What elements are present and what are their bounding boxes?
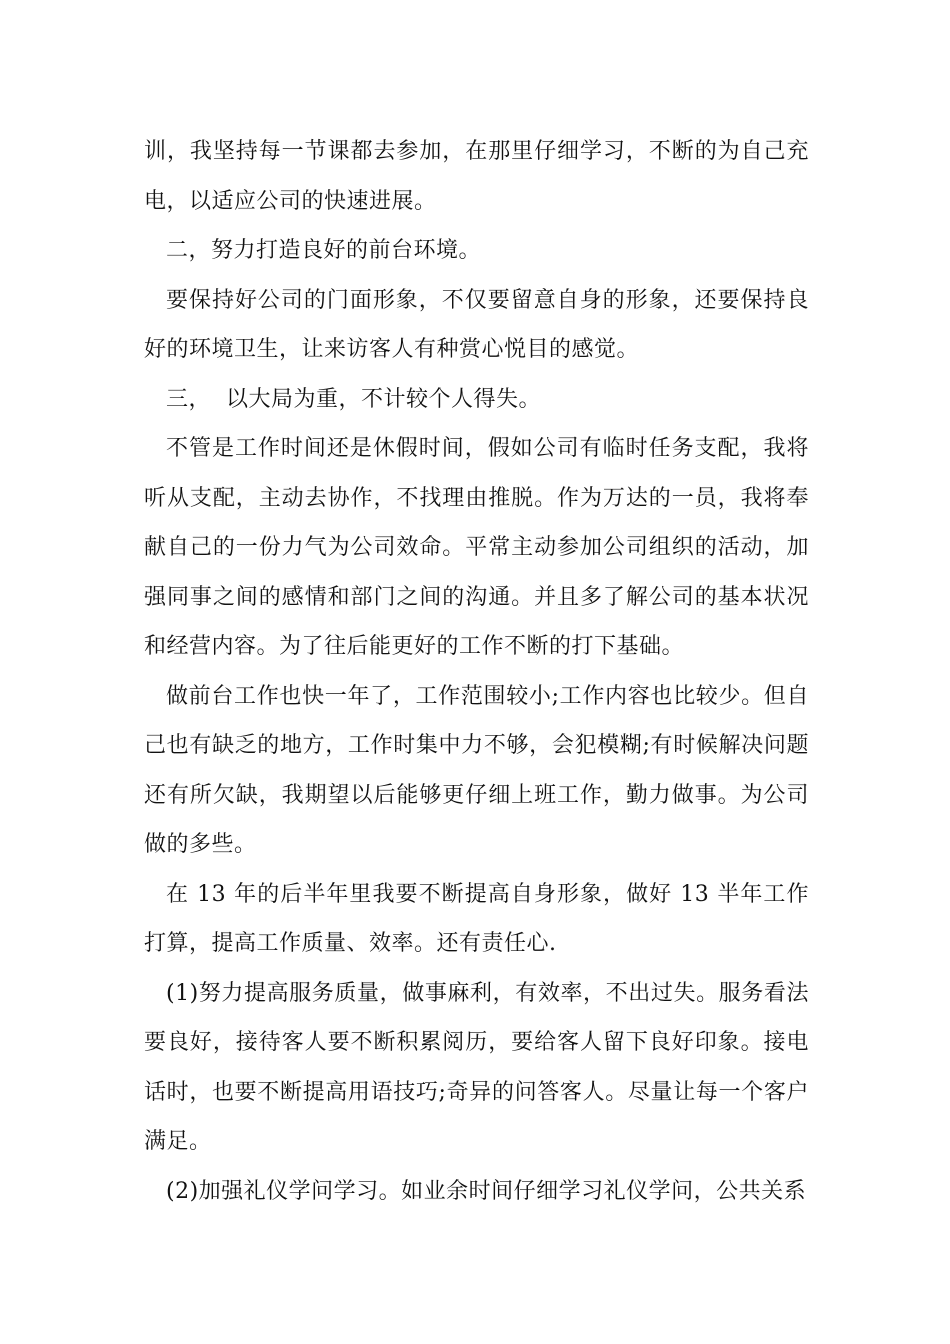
paragraph-self-review: 做前台工作也快一年了，工作范围较小;工作内容也比较少。但自己也有缺乏的地方，工作时集中力不够，会犯模糊;有时候解决问题还有所欠缺，我期望以后能够更仔细上班工作，勤力做事。为公司做的多些。 — [144, 683, 809, 857]
section-heading-three: 三， 以大局为重，不计较个人得失。 — [166, 386, 541, 412]
paragraph-plan: 在 13 年的后半年里我要不断提高自身形象，做好 13 半年工作打算，提高工作质量、效率。还有责任心. — [144, 881, 809, 956]
paragraph-front-desk-image: 要保持好公司的门面形象，不仅要留意自身的形象，还要保持良好的环境卫生，让来访客人有种赏心悦目的感觉。 — [144, 287, 809, 362]
document-body — [144, 127, 809, 1216]
paragraph-service-quality: (1)努力提高服务质量，做事麻利，有效率，不出过失。服务看法要良好，接待客人要不断积累阅历，要给客人留下良好印象。接电话时，也要不断提高用语技巧;奇异的问答客人。尽量让每一个客户满足。 — [144, 980, 809, 1154]
section-heading-two: 二，努力打造良好的前台环境。 — [166, 238, 482, 263]
paragraph-etiquette: (2)加强礼仪学问学习。如业余时间仔细学习礼仪学问，公共关系 — [166, 1178, 807, 1204]
paragraph-training-continuation: 训，我坚持每一节课都去参加，在那里仔细学习，不断的为自己充电，以适应公司的快速进展。 — [144, 139, 809, 214]
paragraph-teamwork: 不管是工作时间还是休假时间，假如公司有临时任务支配，我将听从支配，主动去协作，不找理由推脱。作为万达的一员，我将奉献自己的一份力气为公司效命。平常主动参加公司组织的活动，加强同事之间的感情和部门之间的沟通。并且多了解公司的基本状况和经营内容。为了往后能更好的工作不断的打下基础。 — [144, 436, 809, 659]
